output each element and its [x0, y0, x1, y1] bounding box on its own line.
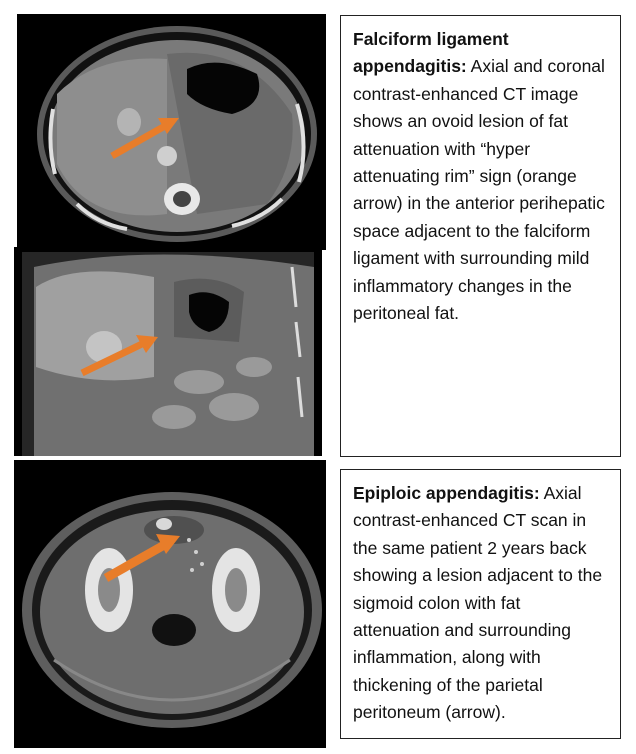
caption-box-epiploic — [340, 469, 621, 739]
caption-title-epiploic: Epiploic appendagitis: — [353, 483, 540, 503]
ct-axial-pelvis-image — [14, 460, 326, 748]
ct-coronal-image — [14, 247, 322, 456]
ct-axial-upper-abdomen-image — [17, 14, 326, 250]
caption-box-falciform — [340, 15, 621, 457]
caption-title-falciform: Falciform ligament appendagitis: — [353, 29, 509, 77]
caption-text-falciform: Axial and coronal contrast-enhanced CT image shows an ovoid lesion of fat attenuation with “hyper attenuating rim” sign (orange arrow) in the anterior perihepatic space adjacent to the falciform ligament with surrounding mild inflammatory changes in the peritoneal fat. — [353, 56, 605, 324]
caption-text-epiploic: Axial contrast-enhanced CT scan in the same patient 2 years back showing a lesion adjacent to the sigmoid colon with fat attenuation and surrounding inflammation, along with thickening of the parietal peritoneum (arrow). — [353, 483, 603, 723]
